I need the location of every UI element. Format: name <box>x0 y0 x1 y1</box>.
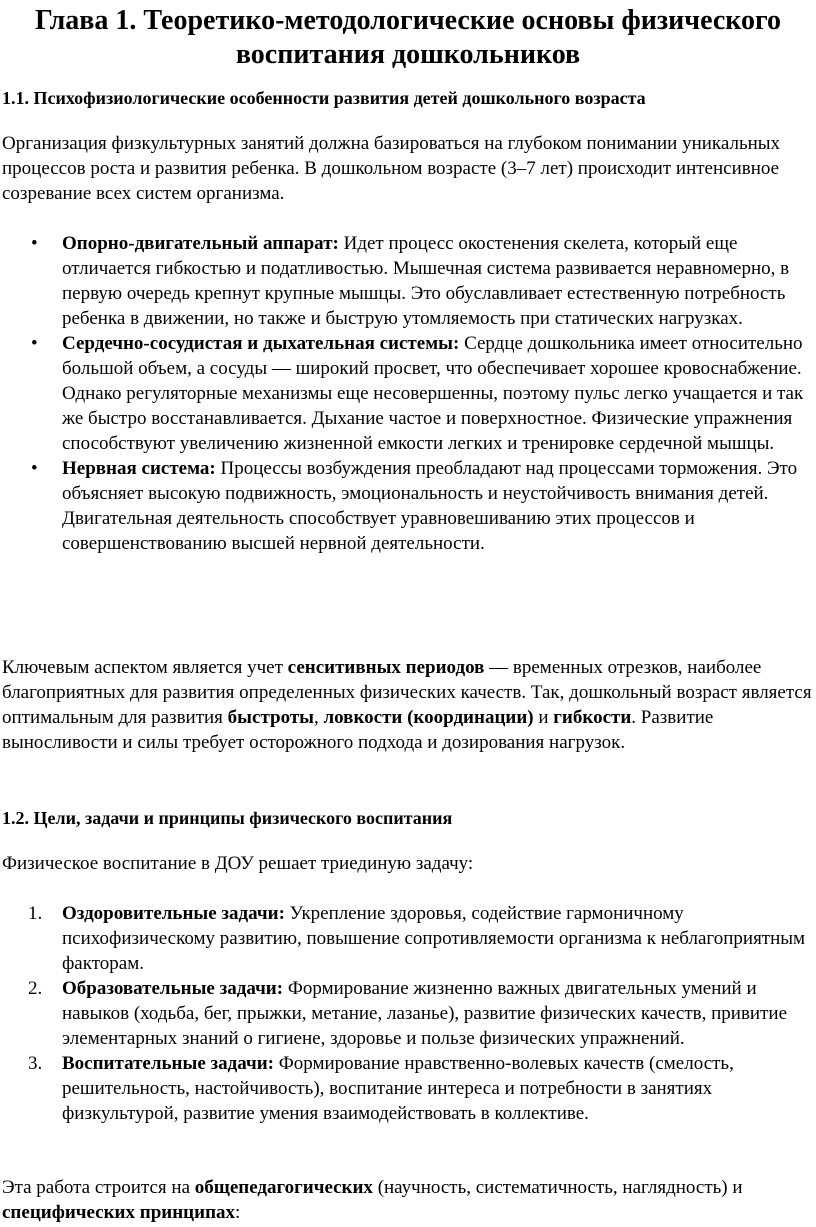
section-1-heading: 1.1. Психофизиологические особенности развития детей дошкольного возраста <box>2 88 646 108</box>
section-2-closing: Эта работа строится на общепедагогических (научность, систематичность, наглядность) и специфических принципах: <box>2 1177 743 1223</box>
list-item <box>0 1051 816 1126</box>
list-item <box>0 331 816 456</box>
list-item-title: Воспитательные задачи: <box>62 1053 274 1074</box>
list-item-title: Опорно-двигательный аппарат: <box>62 233 339 254</box>
list-item <box>0 456 816 556</box>
list-item <box>0 231 816 331</box>
tasks-list <box>0 901 816 1126</box>
list-item-text: Укрепление здоровья, содействие гармоничному психофизическому развитию, повышение сопротивляемости организма к неблагоприятным факторам. <box>62 903 806 974</box>
term-general-pedagogical: общепедагогических <box>194 1177 373 1198</box>
term-sensitive-periods: сенситивных периодов <box>287 657 485 678</box>
term-agility: ловкости (координации) <box>323 707 534 728</box>
term-speed: быстроты <box>227 707 314 728</box>
list-item-title: Оздоровительные задачи: <box>62 903 285 924</box>
physiology-list <box>0 231 816 556</box>
term-flexibility: гибкости <box>553 707 632 728</box>
list-item-text: Формирование нравственно-волевых качеств (смелость, решительность, настойчивость), воспитание интереса и потребности в занятиях физкультурой, развитие умения взаимодействовать в коллективе. <box>62 1053 734 1124</box>
list-item-text: Процессы возбуждения преобладают над процессами торможения. Это объясняет высокую подвижность, эмоциональность и неустойчивость внимания детей. Двигательная деятельность способствует уравновешиванию этих процессов и совершенствованию высшей нервной деятельности. <box>62 458 798 554</box>
list-item-title: Сердечно-сосудистая и дыхательная системы: <box>62 333 460 354</box>
list-number: 1. <box>28 903 43 924</box>
list-item-title: Нервная система: <box>62 458 216 479</box>
bullet-icon: • <box>31 233 38 254</box>
list-item-text: Сердце дошкольника имеет относительно большой объем, а сосуды — широкий просвет, что обеспечивает хорошее кровоснабжение. Однако регуляторные механизмы еще несовершенны, поэтому пульс легко учащается и так же быстро восстанавливается. Дыхание частое и поверхностное. Физические упражнения способствуют увеличению жизненной емкости легких и тренировке сердечной мышцы. <box>62 333 804 454</box>
section-2-intro: Физическое воспитание в ДОУ решает триединую задачу: <box>2 853 474 874</box>
bullet-icon: • <box>31 333 38 354</box>
term-specific-principles: специфических принципах <box>2 1202 236 1223</box>
list-number: 2. <box>28 978 43 999</box>
section-1-intro: Организация физкультурных занятий должна базироваться на глубоком понимании уникальных процессов роста и развития ребенка. В дошкольном возрасте (3–7 лет) происходит интенсивное созревание всех систем организма. <box>2 133 781 204</box>
list-item-text: Формирование жизненно важных двигательных умений и навыков (ходьба, бег, прыжки, метание, лазанье), развитие физических качеств, привитие элементарных знаний о гигиене, здоровье и пользе физических упражнений. <box>62 978 788 1049</box>
list-item-title: Образовательные задачи: <box>62 978 284 999</box>
section-1-closing: Ключевым аспектом является учет сенситивных периодов — временных отрезков, наиболее благоприятных для развития определенных физических качеств. Так, дошкольный возраст является оптимальным для развития быстроты, ловкости (координации) и гибкости. Развитие выносливости и силы требует осторожного подхода и дозирования нагрузок. <box>2 657 812 753</box>
chapter-title: Глава 1. Теоретико-методологические основы физического воспитания дошкольников <box>34 5 782 70</box>
list-item <box>0 976 816 1051</box>
list-item-text: Идет процесс окостенения скелета, который еще отличается гибкостью и податливостью. Мышечная система развивается неравномерно, в первую очередь крепнут крупные мышцы. Это обуславливает естественную потребность ребенка в движении, но также и быструю утомляемость при статических нагрузках. <box>62 233 790 329</box>
bullet-icon: • <box>31 458 38 479</box>
list-number: 3. <box>28 1053 43 1074</box>
section-2-heading: 1.2. Цели, задачи и принципы физического воспитания <box>2 808 453 828</box>
list-item <box>0 901 816 976</box>
